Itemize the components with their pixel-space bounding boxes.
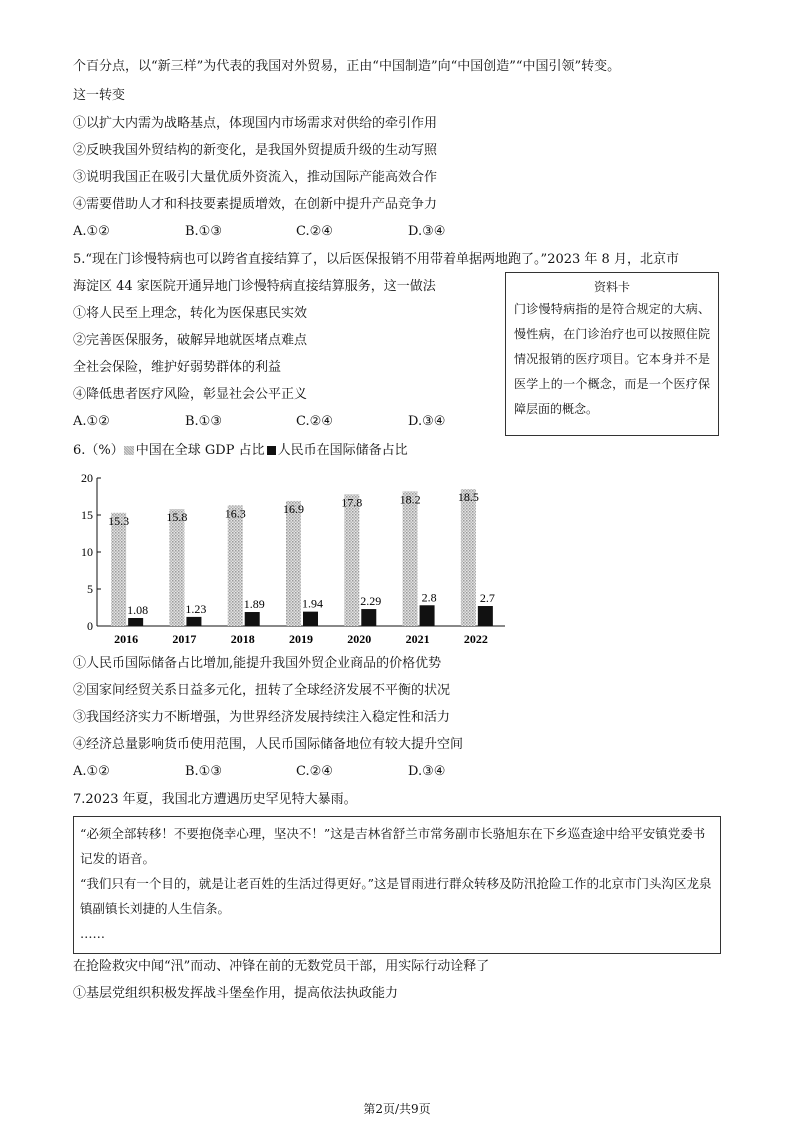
option-2: ②反映我国外贸结构的新变化，是我国外贸提质升级的生动写照 bbox=[73, 143, 438, 158]
bar-gdp-share bbox=[461, 489, 476, 626]
x-tick-label: 2016 bbox=[114, 632, 139, 646]
bar-gdp-share bbox=[286, 501, 301, 626]
data-label: 16.3 bbox=[224, 506, 246, 521]
option-3: ③我国经济实力不断增强，为世界经济发展持续注入稳定性和活力 bbox=[73, 710, 451, 725]
paragraph-line: 这一转变 bbox=[73, 88, 126, 103]
option-2: ②完善医保服务，破解异地就医堵点难点 bbox=[73, 333, 308, 348]
legend-rmb: 人民币在国际储备占比 bbox=[277, 443, 408, 458]
question-5-stem: 海淀区 44 家医院开通异地门诊慢特病直接结算服务，这一做法 bbox=[73, 279, 436, 294]
choice-c: C.②④ bbox=[296, 224, 333, 239]
x-tick-label: 2022 bbox=[463, 632, 488, 646]
choice-b: B.①③ bbox=[185, 764, 222, 779]
data-label: 1.08 bbox=[127, 603, 149, 618]
choice-d: D.③④ bbox=[408, 414, 446, 429]
choice-c: C.②④ bbox=[296, 764, 333, 779]
x-tick-label: 2017 bbox=[172, 632, 197, 646]
bar-rmb-share bbox=[245, 612, 260, 626]
option-2: ②国家间经贸关系日益多元化，扭转了全球经济发展不平衡的状况 bbox=[73, 683, 451, 698]
legend-hatch-swatch bbox=[124, 446, 134, 455]
option-4: ④经济总量影响货币使用范围，人民币国际储备地位有较大提升空间 bbox=[73, 737, 464, 752]
y-tick-label: 10 bbox=[81, 545, 93, 559]
choice-a: A.①② bbox=[73, 224, 110, 239]
material-paragraph: “必须全部转移！不要抱侥幸心理，坚决不！”这是吉林省舒兰市常务副市长骆旭东在下乡巡查途中给平安镇党委书记发的语音。 bbox=[80, 826, 706, 866]
option-3: 全社会保险，维护好弱势群体的利益 bbox=[73, 360, 282, 375]
bar-gdp-share bbox=[344, 494, 359, 626]
option-4: ④降低患者医疗风险，彰显社会公平正义 bbox=[73, 387, 308, 402]
bar-gdp-share bbox=[228, 505, 243, 626]
question-6-stem bbox=[73, 442, 408, 460]
bar-gdp-share bbox=[111, 513, 126, 626]
choice-b: B.①③ bbox=[185, 224, 222, 239]
data-label: 2.7 bbox=[479, 591, 495, 606]
data-label: 15.3 bbox=[108, 513, 130, 528]
legend-solid-swatch bbox=[267, 446, 276, 455]
x-tick-label: 2018 bbox=[230, 632, 255, 646]
x-tick-label: 2020 bbox=[347, 632, 372, 646]
paragraph-line: 个百分点，以“新三样”为代表的我国对外贸易，正由“中国制造”向“中国创造”“中国引领”转变。 bbox=[73, 59, 621, 74]
data-label: 16.9 bbox=[283, 501, 304, 516]
choice-a: A.①② bbox=[73, 764, 110, 779]
bar-rmb-share bbox=[361, 609, 376, 626]
material-ellipsis: …… bbox=[80, 926, 105, 941]
y-tick-label: 5 bbox=[87, 582, 93, 596]
bar-rmb-share bbox=[478, 606, 493, 626]
data-label: 17.8 bbox=[341, 495, 363, 510]
info-card-body: 门诊慢特病指的是符合规定的大病、慢性病，在门诊治疗也可以按照住院情况报销的医疗项目。它本身并不是医学上的一个概念，而是一个医疗保障层面的概念。 bbox=[514, 302, 710, 416]
bar-gdp-share bbox=[403, 491, 418, 626]
info-card bbox=[505, 272, 719, 436]
choice-c: C.②④ bbox=[296, 414, 333, 429]
question-6-prefix: 6.（%） bbox=[73, 443, 124, 458]
data-label: 2.8 bbox=[421, 590, 437, 605]
bar-rmb-share bbox=[128, 618, 143, 626]
question-7-stem: 7.2023 年夏，我国北方遭遇历史罕见特大暴雨。 bbox=[73, 792, 357, 807]
bar-rmb-share bbox=[420, 605, 435, 626]
page-number: 第2页/共9页 bbox=[363, 1102, 431, 1116]
bar-rmb-share bbox=[303, 612, 318, 626]
choice-d: D.③④ bbox=[408, 224, 446, 239]
data-label: 18.2 bbox=[399, 492, 421, 507]
data-label: 15.8 bbox=[166, 510, 188, 525]
bar-chart bbox=[73, 466, 513, 648]
option-1: ①将人民至上理念，转化为医保惠民实效 bbox=[73, 306, 308, 321]
info-card-title: 资料卡 bbox=[593, 280, 630, 294]
bar-rmb-share bbox=[186, 617, 201, 626]
material-paragraph: “我们只有一个目的，就是让老百姓的生活过得更好。”这是冒雨进行群众转移及防汛抢险工作的北京市门头沟区龙泉镇副镇长刘捷的人生信条。 bbox=[80, 876, 712, 916]
y-tick-label: 20 bbox=[81, 471, 93, 485]
choice-b: B.①③ bbox=[185, 414, 222, 429]
option-1: ①基层党组织积极发挥战斗堡垒作用，提高依法执政能力 bbox=[73, 986, 399, 1001]
data-label: 2.29 bbox=[360, 594, 382, 609]
option-3: ③说明我国正在吸引大量优质外资流入，推动国际产能高效合作 bbox=[73, 170, 438, 185]
data-label: 1.23 bbox=[185, 601, 207, 616]
option-4: ④需要借助人才和科技要素提质增效，在创新中提升产品竞争力 bbox=[73, 197, 438, 212]
option-1: ①以扩大内需为战略基点，体现国内市场需求对供给的牵引作用 bbox=[73, 116, 438, 131]
data-label: 18.5 bbox=[457, 490, 479, 505]
data-label: 1.94 bbox=[302, 596, 323, 611]
x-tick-label: 2021 bbox=[405, 632, 430, 646]
legend-gdp: 中国在全球 GDP 占比 bbox=[135, 443, 265, 458]
data-label: 1.89 bbox=[243, 597, 265, 612]
choice-d: D.③④ bbox=[408, 764, 446, 779]
question-7-prompt: 在抢险救灾中闻“汛”而动、冲锋在前的无数党员干部，用实际行动诠释了 bbox=[73, 959, 490, 974]
question-5-stem: 5.“现在门诊慢特病也可以跨省直接结算了，以后医保报销不用带着单据两地跑了。”2023 年 8 月，北京市 bbox=[73, 252, 679, 267]
y-tick-label: 15 bbox=[81, 508, 93, 522]
bar-gdp-share bbox=[169, 509, 184, 626]
option-1: ①人民币国际储备占比增加,能提升我国外贸企业商品的价格优势 bbox=[73, 656, 442, 671]
choice-a: A.①② bbox=[73, 414, 110, 429]
x-tick-label: 2019 bbox=[289, 632, 313, 646]
material-box bbox=[73, 816, 721, 954]
y-tick-label: 0 bbox=[87, 619, 93, 633]
